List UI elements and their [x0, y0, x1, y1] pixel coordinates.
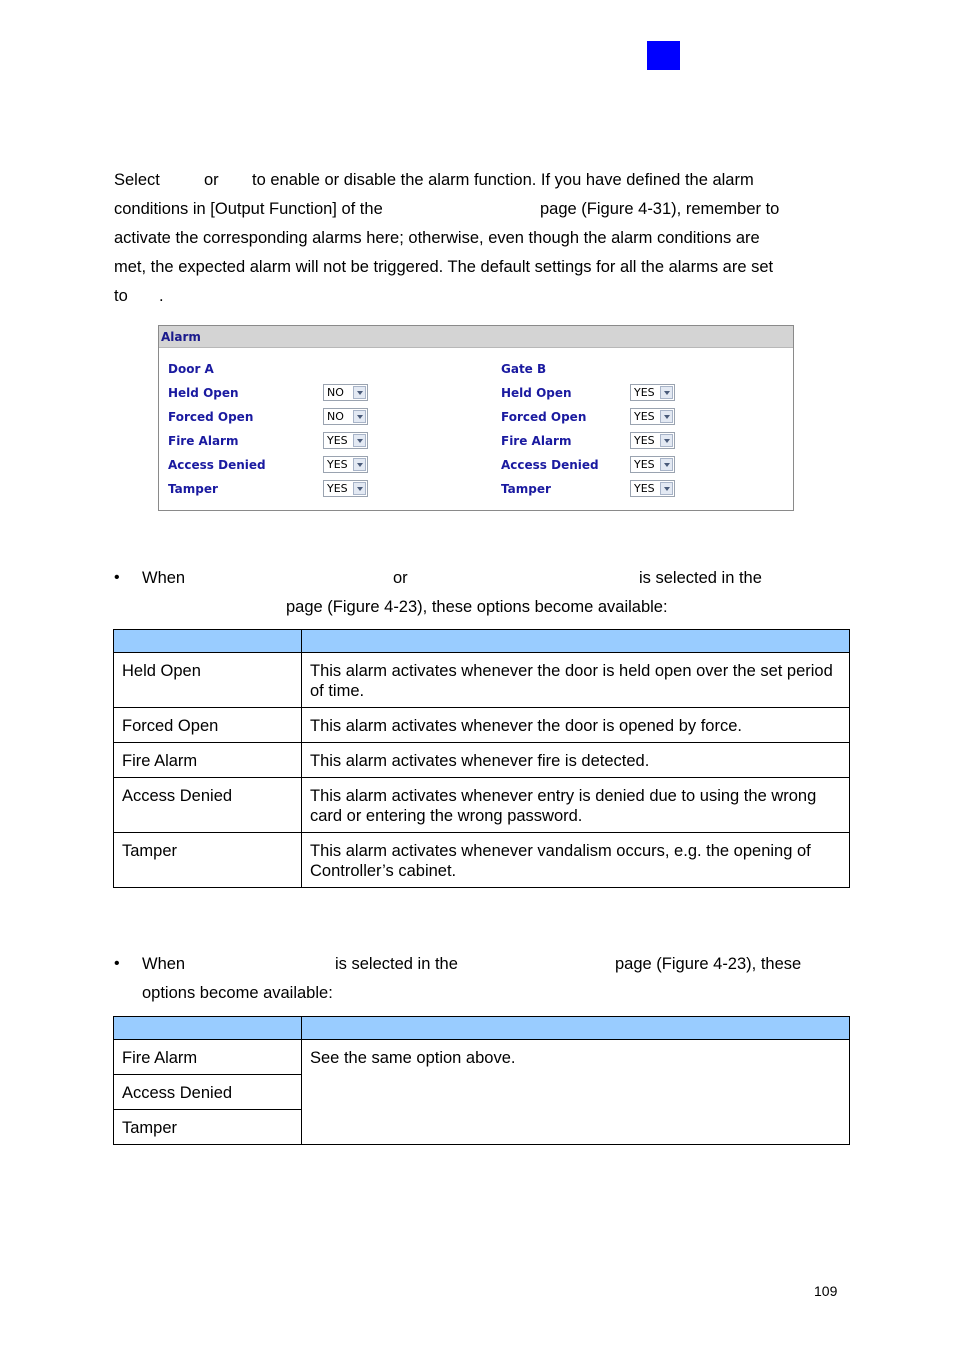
chevron-down-icon[interactable] — [353, 410, 366, 423]
door-a-held-open-select[interactable] — [323, 384, 368, 401]
bullet2-text: options become available: — [142, 984, 333, 1002]
gate-alarm-options-table — [113, 1016, 850, 1145]
chevron-down-icon[interactable] — [660, 434, 673, 447]
select-value: YES — [634, 458, 655, 471]
select-value: YES — [327, 482, 348, 495]
intro-paragraph — [114, 166, 834, 311]
chevron-down-icon[interactable] — [660, 482, 673, 495]
gate-b-fire-alarm-label: Fire Alarm — [501, 434, 572, 448]
bullet1-text: is selected in the — [639, 569, 762, 587]
table-row — [114, 708, 850, 743]
option-name: Access Denied — [114, 778, 302, 833]
select-value: YES — [327, 458, 348, 471]
door-a-fire-alarm-label: Fire Alarm — [168, 434, 239, 448]
chevron-down-icon[interactable] — [353, 482, 366, 495]
intro-text: conditions in [Output Function] of the — [114, 200, 383, 218]
option-description: This alarm activates whenever the door is opened by force. — [302, 708, 850, 743]
intro-text: to enable or disable the alarm function. If you have defined the alarm — [252, 171, 754, 189]
chevron-down-icon[interactable] — [353, 458, 366, 471]
bullet1-text: page (Figure 4-23), these options become available: — [286, 598, 668, 616]
table-row — [114, 1040, 850, 1075]
bullet2-text: page (Figure 4-23), these — [615, 955, 802, 973]
option-description: This alarm activates whenever the door is held open over the set period of time. — [302, 653, 850, 708]
select-value: YES — [634, 482, 655, 495]
page-number: 109 — [814, 1283, 838, 1299]
table-row — [114, 743, 850, 778]
door-a-forced-open-label: Forced Open — [168, 410, 254, 424]
table-row — [114, 833, 850, 888]
chevron-down-icon[interactable] — [660, 410, 673, 423]
option-description: This alarm activates whenever vandalism occurs, e.g. the opening of Controller’s cabinet. — [302, 833, 850, 888]
gate-b-access-denied-label: Access Denied — [501, 458, 599, 472]
intro-text: met, the expected alarm will not be triggered. The default settings for all the alarms are set — [114, 258, 774, 276]
gate-b-forced-open-label: Forced Open — [501, 410, 587, 424]
door-a-tamper-label: Tamper — [168, 482, 218, 496]
chevron-down-icon[interactable] — [353, 434, 366, 447]
gate-b-tamper-label: Tamper — [501, 482, 551, 496]
option-name: Forced Open — [114, 708, 302, 743]
gate-b-held-open-select[interactable] — [630, 384, 675, 401]
intro-text: to — [114, 287, 128, 305]
gate-b-tamper-select[interactable] — [630, 480, 675, 497]
gate-b-heading: Gate B — [501, 362, 547, 376]
door-alarm-options-table — [113, 629, 850, 888]
option-name: Tamper — [114, 833, 302, 888]
alarm-panel-title: Alarm — [161, 330, 201, 344]
door-a-access-denied-label: Access Denied — [168, 458, 266, 472]
gate-b-access-denied-select[interactable] — [630, 456, 675, 473]
select-value: NO — [327, 386, 344, 399]
option-name: Access Denied — [114, 1075, 302, 1110]
bullet2-text: is selected in the — [335, 955, 458, 973]
door-a-heading: Door A — [168, 362, 214, 376]
option-name: Fire Alarm — [114, 743, 302, 778]
gate-b-forced-open-select[interactable] — [630, 408, 675, 425]
option-description: See the same option above. — [302, 1040, 850, 1145]
door-a-access-denied-select[interactable] — [323, 456, 368, 473]
bullet1-text: or — [393, 569, 408, 587]
option-description: This alarm activates whenever entry is denied due to using the wrong card or entering the wrong password. — [302, 778, 850, 833]
intro-text: . — [159, 287, 164, 305]
option-description: This alarm activates whenever fire is detected. — [302, 743, 850, 778]
intro-text: activate the corresponding alarms here; otherwise, even though the alarm conditions are — [114, 229, 760, 247]
bullet2-text: When — [142, 955, 186, 973]
select-value: YES — [634, 386, 655, 399]
alarm-settings-panel — [158, 325, 794, 511]
option-name: Tamper — [114, 1110, 302, 1145]
intro-text: page (Figure 4-31), remember to — [540, 200, 780, 218]
door-a-forced-open-select[interactable] — [323, 408, 368, 425]
chevron-down-icon[interactable] — [660, 458, 673, 471]
intro-text: or — [204, 171, 219, 189]
table-row — [114, 778, 850, 833]
chevron-down-icon[interactable] — [660, 386, 673, 399]
door-a-held-open-label: Held Open — [168, 386, 239, 400]
option-name: Fire Alarm — [114, 1040, 302, 1075]
gate-b-held-open-label: Held Open — [501, 386, 572, 400]
select-value: YES — [634, 434, 655, 447]
bullet-dot-icon: • — [114, 955, 120, 972]
table-header-row — [114, 1017, 850, 1040]
chapter-tab-marker — [647, 41, 680, 70]
bullet-dot-icon: • — [114, 569, 120, 586]
intro-text: Select — [114, 171, 160, 189]
gate-b-fire-alarm-select[interactable] — [630, 432, 675, 449]
select-value: YES — [634, 410, 655, 423]
alarm-panel-header — [159, 326, 793, 348]
option-name: Held Open — [114, 653, 302, 708]
select-value: NO — [327, 410, 344, 423]
door-a-fire-alarm-select[interactable] — [323, 432, 368, 449]
table-row — [114, 653, 850, 708]
table-header-row — [114, 630, 850, 653]
bullet1-text: When — [142, 569, 186, 587]
door-a-tamper-select[interactable] — [323, 480, 368, 497]
chevron-down-icon[interactable] — [353, 386, 366, 399]
select-value: YES — [327, 434, 348, 447]
